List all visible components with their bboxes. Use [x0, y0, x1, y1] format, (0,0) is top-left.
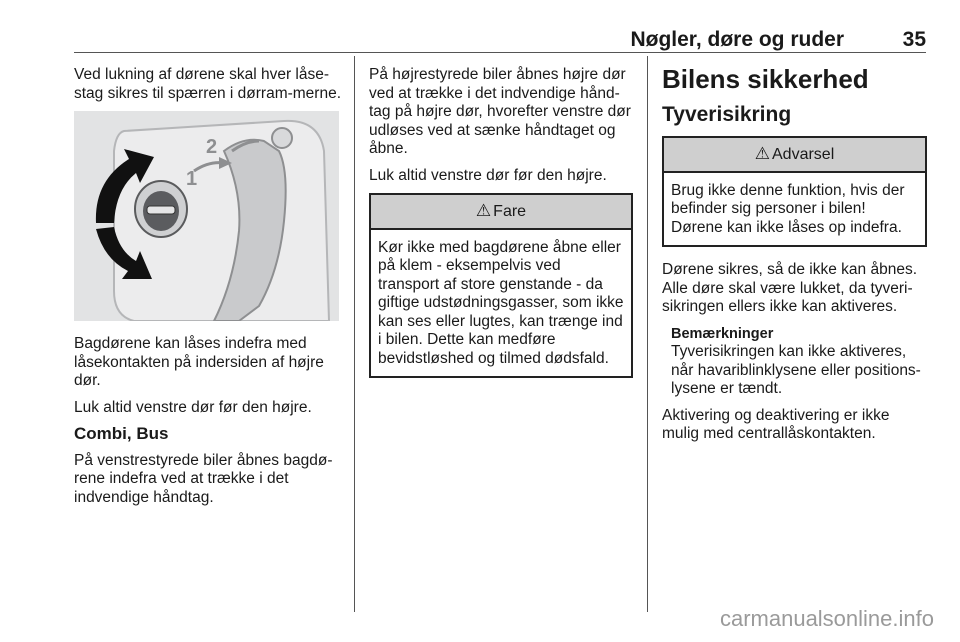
warning-text: Brug ikke denne funktion, hvis der befinder sig personer i bilen! Dørene kan ikke låses op indefra.: [671, 181, 905, 236]
watermark: carmanualsonline.info: [719, 606, 934, 631]
chapter-heading: Bilens sikkerhed: [662, 64, 869, 94]
danger-header: [371, 195, 631, 230]
header-rule: [74, 52, 926, 53]
column-1: [74, 66, 344, 515]
note-title: Bemærkninger: [671, 325, 774, 342]
danger-text: Kør ikke med bagdørene åbne eller på klem - eksempelvis ved transport af store genstande - da giftige udstødningsgasser, som ikke kan ses eller lugtes, kan trænge ind i bilen. Dette kan medføre bevidstløshed og tilmed dødsfald.: [378, 238, 624, 367]
danger-box: [369, 193, 633, 378]
figure-label-2: 2: [206, 136, 218, 158]
warning-triangle-icon: ⚠: [475, 201, 492, 220]
section-heading: Combi, Bus: [74, 424, 169, 443]
figure-label-1: 1: [186, 168, 198, 190]
section-heading: Tyverisikring: [662, 103, 792, 126]
column-3: [662, 66, 927, 452]
paragraph: På højrestyrede biler åbnes højre dør ved at trække i det indvendige hånd-tag på højre dør, hvorefter venstre dør udløses ved at sænke håndtaget og åbne.: [369, 66, 631, 157]
paragraph: Bagdørene kan låses indefra med låsekontakten på indersiden af højre dør.: [74, 335, 324, 389]
danger-title: Fare: [493, 203, 527, 220]
door-lock-illustration: [74, 111, 339, 321]
page-number: 35: [902, 28, 926, 51]
column-2: [369, 66, 633, 392]
paragraph: Luk altid venstre dør før den højre.: [74, 398, 312, 416]
paragraph: På venstrestyrede biler åbnes bagdø-rene indefra ved at trække i det indvendige håndtag.: [74, 451, 333, 506]
lock-knob: [135, 181, 187, 237]
column-divider-1: [354, 56, 355, 612]
warning-triangle-icon: ⚠: [754, 144, 770, 163]
chapter-title: Nøgler, døre og ruder: [630, 28, 844, 51]
page-header: [74, 26, 926, 54]
paragraph: Luk altid venstre dør før den højre.: [369, 166, 607, 184]
column-divider-2: [647, 56, 648, 612]
door-lock-figure: [74, 111, 339, 321]
warning-title: Advarsel: [772, 146, 835, 163]
paragraph: Aktivering og deaktivering er ikke mulig med centrallåskontakten.: [662, 406, 890, 442]
note: [671, 325, 927, 399]
paragraph: Dørene sikres, så de ikke kan åbnes. Alle døre skal være lukket, da tyveri-sikringen ellers ikke kan aktiveres.: [662, 261, 918, 315]
warning-box: [662, 136, 927, 247]
paragraph: Ved lukning af dørene skal hver låse-stag sikres til spærren i dørram-merne.: [74, 66, 342, 102]
note-text: Tyverisikringen kan ikke aktiveres, når havariblinklysene eller positions-lysene er tændt.: [671, 343, 921, 397]
warning-header: [664, 138, 925, 173]
